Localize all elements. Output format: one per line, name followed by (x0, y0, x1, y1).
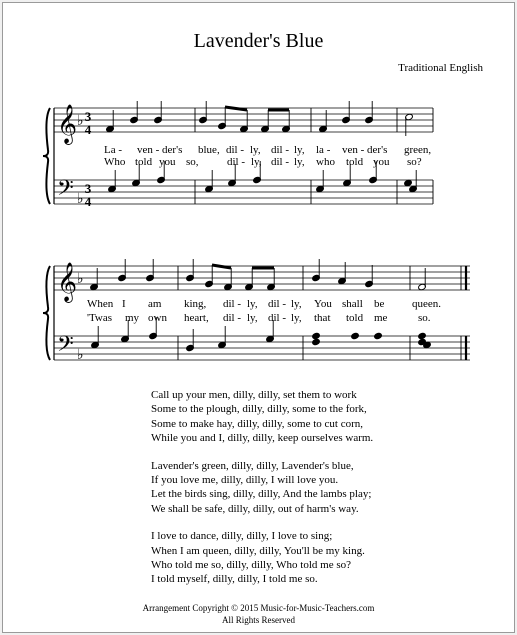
lyric: so? (407, 156, 422, 168)
lyric: ly, (247, 298, 258, 310)
flat-key-signature-icon: ♭ (77, 191, 84, 207)
lyric: ly, (251, 156, 262, 168)
verse-line: Call up your men, dilly, dilly, set them to work (151, 389, 357, 401)
lyric: be (374, 298, 385, 310)
brace (43, 108, 50, 204)
lyric: you (159, 156, 176, 168)
treble-clef-icon: 𝄞 (57, 262, 78, 302)
flat-key-signature-icon: ♭ (77, 271, 84, 287)
lyric: that (314, 312, 331, 324)
notehead (312, 332, 321, 339)
lyric: When (87, 298, 114, 310)
lyric: ly, (294, 156, 305, 168)
lyric: who (316, 156, 335, 168)
lyric: blue, (198, 144, 220, 156)
notehead (404, 179, 413, 186)
lyric: told (346, 312, 364, 324)
treble-clef-icon: 𝄞 (57, 104, 78, 144)
lyric: ly, (247, 312, 258, 324)
verse-line: Lavender's green, dilly, dilly, Lavender's blue, (151, 459, 354, 472)
lyric: dil - (223, 298, 242, 310)
verse-stanza (151, 388, 373, 446)
brace (43, 266, 50, 360)
lyric: ly, (250, 144, 261, 156)
composer-credit: Traditional English (398, 62, 483, 74)
lyric: dil - (268, 312, 287, 324)
verse-line: I told myself, dilly, dilly, I told me so. (151, 573, 318, 586)
lyric: ven - der's (137, 144, 183, 156)
time-sig-bottom-treble: 4 (84, 122, 92, 137)
verse-line: Some to make hay, dilly, dilly, some to cut corn, (151, 417, 364, 430)
verse-line: When I am queen, dilly, dilly, You'll be my king. (151, 544, 365, 557)
lyric: ven - der's (342, 144, 388, 156)
verse-line: While you and I, dilly, dilly, keep ourselves warm. (151, 432, 374, 445)
lyric: dil - (227, 156, 246, 168)
additional-verses (151, 388, 373, 600)
bass-clef-icon: 𝄢 (57, 176, 74, 206)
lyric: you (373, 156, 390, 168)
lyric: 'Twas (87, 312, 113, 324)
lyric: dil - (223, 312, 242, 324)
verse-stanza (151, 529, 373, 587)
lyric: green, (404, 144, 432, 156)
lyric: dil - (271, 156, 290, 168)
lyric: me (374, 312, 388, 324)
notehead (351, 332, 360, 339)
verse-line: I love to dance, dilly, dilly, I love to sing; (151, 530, 333, 543)
lyric: heart, (184, 312, 209, 324)
verse-line: Let the birds sing, dilly, dilly, And the lambs play; (151, 488, 372, 501)
notehead (374, 332, 383, 339)
lyric: my (125, 312, 140, 324)
verse-line: Some to the plough, dilly, dilly, some to the fork, (151, 403, 367, 416)
time-sig-top-bass: 3 (84, 181, 92, 196)
lyric: dil - (271, 144, 290, 156)
lyric: king, (184, 298, 207, 310)
bass-clef-icon: 𝄢 (57, 332, 74, 362)
lyric: ly, (291, 312, 302, 324)
lyric: ly, (294, 144, 305, 156)
note-beam (212, 265, 231, 268)
verse-line: We shall be safe, dilly, dilly, out of harm's way. (151, 502, 359, 515)
song-title: Lavender's Blue (193, 30, 324, 52)
verse-stanza (151, 459, 373, 517)
notehead (418, 332, 427, 339)
lyric: so, (186, 156, 199, 168)
time-sig-top-treble: 3 (84, 109, 92, 124)
lyric: shall (342, 298, 363, 310)
lyric: La - (104, 144, 123, 156)
lyric: la - (316, 144, 331, 156)
lyric: own (148, 312, 167, 324)
lyric: dil - (226, 144, 245, 156)
note-beam (225, 107, 247, 110)
lyric: queen. (412, 298, 442, 310)
time-sig-bottom-bass: 4 (84, 194, 92, 209)
lyric: I (122, 298, 126, 310)
verse-line: If you love me, dilly, dilly, I will love you. (151, 474, 339, 487)
lyric: am (148, 298, 162, 310)
lyric: dil - (268, 298, 287, 310)
rights-notice: All Rights Reserved (222, 615, 295, 625)
lyric: so. (418, 312, 431, 324)
lyric: ly, (291, 298, 302, 310)
lyric: told (135, 156, 153, 168)
lyric: You (314, 298, 332, 310)
copyright-notice: Arrangement Copyright © 2015 Music-for-Music-Teachers.com (142, 603, 375, 613)
flat-key-signature-icon: ♭ (77, 347, 84, 363)
verse-line: Who told me so, dilly, dilly, Who told me so? (151, 559, 352, 572)
lyric: told (346, 156, 364, 168)
flat-key-signature-icon: ♭ (77, 113, 84, 129)
lyric: Who (104, 156, 126, 168)
notehead (312, 338, 321, 345)
